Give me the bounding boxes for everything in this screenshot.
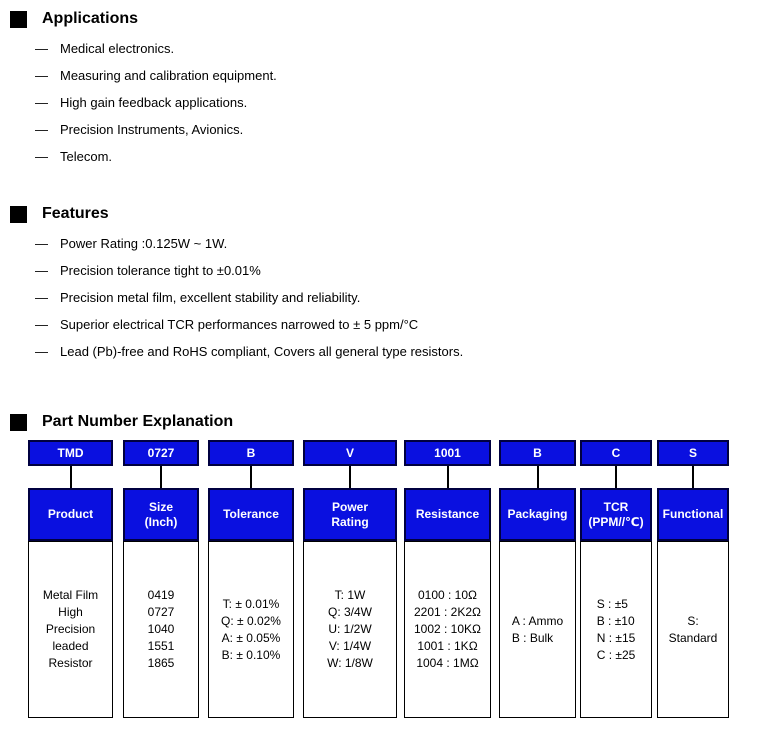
pn-value-line: 1551 <box>147 639 175 653</box>
pn-value-line: 1004 : 1MΩ <box>416 656 479 670</box>
pn-category-box <box>580 488 652 541</box>
pn-category-label: TCR <box>603 499 629 514</box>
section-title-features: Features <box>42 205 109 222</box>
pn-value-line: A : Ammo <box>511 613 564 628</box>
list-item <box>10 62 753 89</box>
dash-bullet: — <box>35 263 48 278</box>
applications-item-text: Measuring and calibration equipment. <box>60 68 277 83</box>
pn-values-box <box>580 541 652 718</box>
pn-values-box <box>657 541 729 718</box>
pn-value-line: N : ±15 <box>596 630 636 645</box>
pn-column-size <box>123 440 199 718</box>
section-features <box>10 205 753 365</box>
dash-bullet: — <box>35 290 48 305</box>
pn-value-line: U: 1/2W <box>328 622 372 636</box>
pn-category-label: Functional <box>662 507 724 521</box>
pn-connector-line <box>250 466 252 488</box>
section-title-part-number: Part Number Explanation <box>42 413 234 430</box>
list-item <box>10 143 753 170</box>
pn-column-resistance <box>404 440 491 718</box>
pn-value-line: T: 1W <box>334 588 366 602</box>
pn-value-line: 0100 : 10Ω <box>417 588 477 602</box>
dash-bullet: — <box>35 41 48 56</box>
part-number-diagram <box>28 440 753 718</box>
pn-category-label: Resistance <box>415 507 480 521</box>
dash-bullet: — <box>35 236 48 251</box>
section-part-number <box>10 413 753 718</box>
list-item <box>10 35 753 62</box>
pn-value-line: Q: 3/4W <box>327 605 372 619</box>
section-marker-square <box>10 206 27 223</box>
pn-value-line: Q: ± 0.02% <box>221 613 281 628</box>
section-title-applications: Applications <box>42 10 139 27</box>
pn-category-box <box>28 488 113 541</box>
pn-code-box: TMD <box>28 440 113 466</box>
pn-column-product <box>28 440 113 718</box>
pn-value-line: 1865 <box>147 656 175 670</box>
pn-category-box <box>657 488 729 541</box>
pn-code-box: B <box>499 440 576 466</box>
pn-category-box <box>123 488 199 541</box>
applications-item-text: Telecom. <box>60 149 113 164</box>
pn-connector-line <box>160 466 162 488</box>
pn-category-label: Rating <box>331 514 369 529</box>
pn-value-line: 1001 : 1KΩ <box>417 639 478 653</box>
applications-list <box>10 35 753 170</box>
applications-item-text: Medical electronics. <box>60 41 175 56</box>
pn-column-tcr <box>580 440 652 718</box>
pn-value-line: B : Bulk <box>511 630 554 645</box>
list-item <box>10 338 753 365</box>
pn-code-box: B <box>208 440 294 466</box>
pn-values-box <box>404 541 491 718</box>
section-header <box>10 413 753 431</box>
pn-value-line: B : ±10 <box>596 613 635 628</box>
dash-bullet: — <box>35 344 48 359</box>
dash-bullet: — <box>35 122 48 137</box>
dash-bullet: — <box>35 149 48 164</box>
list-item <box>10 230 753 257</box>
pn-value-line: Metal Film <box>42 588 99 602</box>
pn-value-line: S : ±5 <box>596 596 628 611</box>
pn-connector-line <box>70 466 72 488</box>
list-item <box>10 89 753 116</box>
features-item-text: Lead (Pb)-free and RoHS compliant, Covers all general type resistors. <box>60 344 464 359</box>
pn-column-functional <box>657 440 729 718</box>
pn-value-line: 1040 <box>147 622 175 636</box>
pn-value-line: 1002 : 10KΩ <box>413 622 482 636</box>
pn-category-label: Product <box>47 507 94 521</box>
features-item-text: Power Rating :0.125W ~ 1W. <box>60 236 228 251</box>
pn-category-label: Packaging <box>507 507 568 521</box>
pn-connector-line <box>615 466 617 488</box>
dash-bullet: — <box>35 68 48 83</box>
pn-value-line: High <box>58 605 83 619</box>
pn-category-box <box>404 488 491 541</box>
pn-code-box: V <box>303 440 397 466</box>
pn-category-label: Tolerance <box>223 507 279 521</box>
pn-value-line: 0419 <box>147 588 175 602</box>
pn-value-line: 0727 <box>147 605 175 619</box>
pn-column-packaging <box>499 440 576 718</box>
pn-category-label: Power <box>331 499 368 514</box>
pn-category-label: (PPM//℃) <box>588 514 644 529</box>
pn-column-tolerance <box>208 440 294 718</box>
section-header <box>10 205 753 223</box>
list-item <box>10 284 753 311</box>
features-item-text: Superior electrical TCR performances narrowed to ± 5 ppm/°C <box>60 317 419 332</box>
pn-value-line: Resistor <box>48 656 93 670</box>
pn-value-line: Precision <box>45 622 96 636</box>
dash-bullet: — <box>35 95 48 110</box>
applications-item-text: High gain feedback applications. <box>60 95 248 110</box>
pn-value-line: V: 1/4W <box>328 639 372 653</box>
section-applications <box>10 10 753 170</box>
section-marker-square <box>10 414 27 431</box>
pn-value-line: B: ± 0.10% <box>221 647 281 662</box>
pn-category-box <box>499 488 576 541</box>
pn-value-line: T: ± 0.01% <box>222 596 280 611</box>
dash-bullet: — <box>35 317 48 332</box>
pn-value-line: 2201 : 2K2Ω <box>413 605 482 619</box>
list-item <box>10 116 753 143</box>
pn-category-box <box>303 488 397 541</box>
pn-code-box: C <box>580 440 652 466</box>
pn-value-line: leaded <box>52 639 89 653</box>
pn-code-box: S <box>657 440 729 466</box>
features-item-text: Precision metal film, excellent stability and reliability. <box>60 290 361 305</box>
features-item-text: Precision tolerance tight to ±0.01% <box>60 263 261 278</box>
applications-item-text: Precision Instruments, Avionics. <box>60 122 244 137</box>
pn-column-power-rating <box>303 440 397 718</box>
pn-value-line: C : ±25 <box>596 647 636 662</box>
pn-value-line: A: ± 0.05% <box>221 630 281 645</box>
pn-category-label: Size <box>148 499 173 514</box>
pn-category-label: (Inch) <box>144 514 178 529</box>
section-marker-square <box>10 11 27 28</box>
list-item <box>10 311 753 338</box>
pn-category-box <box>208 488 294 541</box>
pn-code-box: 0727 <box>123 440 199 466</box>
features-list <box>10 230 753 365</box>
pn-value-line: W: 1/8W <box>327 656 373 670</box>
pn-connector-line <box>537 466 539 488</box>
pn-values-box <box>123 541 199 718</box>
pn-connector-line <box>692 466 694 488</box>
pn-connector-line <box>349 466 351 488</box>
list-item <box>10 257 753 284</box>
pn-values-box <box>28 541 113 718</box>
section-header <box>10 10 753 28</box>
pn-value-line: Standard <box>668 630 718 645</box>
pn-values-box <box>499 541 576 718</box>
pn-values-box <box>303 541 397 718</box>
pn-values-box <box>208 541 294 718</box>
pn-value-line: S: <box>687 613 699 628</box>
pn-code-box: 1001 <box>404 440 491 466</box>
pn-connector-line <box>447 466 449 488</box>
